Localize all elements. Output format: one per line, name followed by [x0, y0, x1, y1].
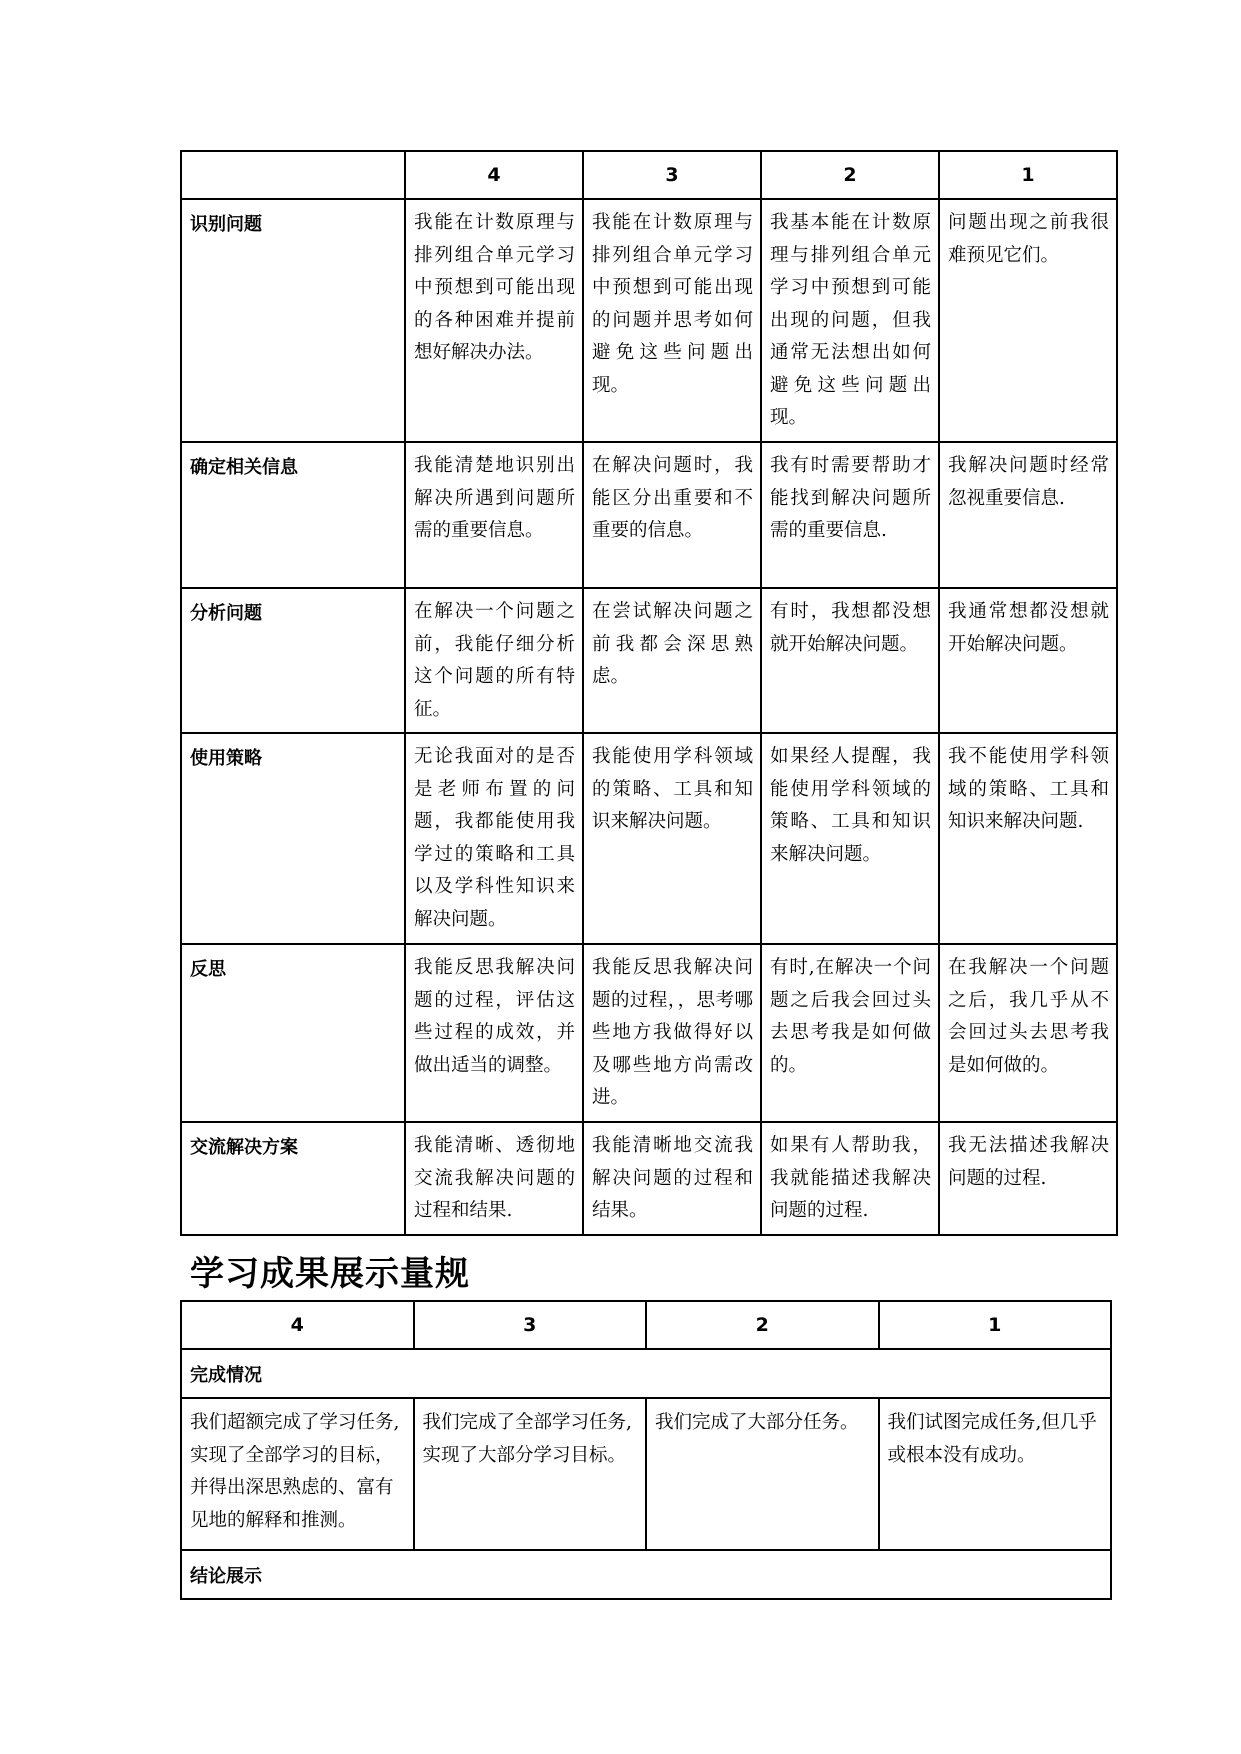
- row-label: 分析问题: [181, 588, 405, 733]
- header-cell-score-1: 1: [939, 151, 1117, 199]
- rubric-cell: 我基本能在计数原理与排列组合单元学习中预想到可能出现的问题，但我通常无法想出如何避免这些问题出现。: [761, 199, 939, 442]
- rubric-cell: 如果经人提醒，我能使用学科领域的策略、工具和知识来解决问题。: [761, 733, 939, 944]
- table-header-row: [181, 1301, 1111, 1349]
- rubric-cell: 问题出现之前我很难预见它们。: [939, 199, 1117, 442]
- rubric-cell: 有时,在解决一个问题之后我会回过头去思考我是如何做的。: [761, 944, 939, 1122]
- rubric-cell: 在我解决一个问题之后，我几乎从不会回过头去思考我是如何做的。: [939, 944, 1117, 1122]
- table-row: [181, 442, 1117, 588]
- section-label: 完成情况: [181, 1349, 1111, 1398]
- problem-solving-rubric-table: [180, 150, 1118, 1236]
- rubric-cell: 如果有人帮助我，我就能描述我解决问题的过程.: [761, 1122, 939, 1235]
- rubric-cell: 在解决一个问题之前，我能仔细分析这个问题的所有特征。: [405, 588, 583, 733]
- rubric-cell: 我能反思我解决问题的过程，评估这些过程的成效，并做出适当的调整。: [405, 944, 583, 1122]
- presentation-rubric-table: [180, 1300, 1112, 1600]
- row-label: 识别问题: [181, 199, 405, 442]
- rubric-cell: 我们试图完成任务,但几乎或根本没有成功。: [879, 1398, 1112, 1550]
- rubric-cell: 我们完成了大部分任务。: [646, 1398, 879, 1550]
- rubric-cell: 有时，我想都没想就开始解决问题。: [761, 588, 939, 733]
- rubric-cell: 我们超额完成了学习任务,实现了全部学习的目标，并得出深思熟虑的、富有见地的解释和推测。: [181, 1398, 414, 1550]
- rubric-cell: 我能在计数原理与排列组合单元学习中预想到可能出现的问题并思考如何避免这些问题出现。: [583, 199, 761, 442]
- rubric-cell: 我能使用学科领域的策略、工具和知识来解决问题。: [583, 733, 761, 944]
- header-cell-score-2: 2: [761, 151, 939, 199]
- table-row: [181, 733, 1117, 944]
- section-label-row: [181, 1550, 1111, 1599]
- rubric-cell: 我不能使用学科领域的策略、工具和知识来解决问题.: [939, 733, 1117, 944]
- rubric-cell: 我能清晰地交流我解决问题的过程和结果。: [583, 1122, 761, 1235]
- header-cell-score-2: 2: [646, 1301, 879, 1349]
- row-label: 确定相关信息: [181, 442, 405, 588]
- table-row: [181, 1398, 1111, 1550]
- section-title: 学习成果展示量规: [190, 1254, 470, 1294]
- table-row: [181, 1122, 1117, 1235]
- rubric-cell: 我能反思我解决问题的过程，，思考哪些地方我做得好以及哪些地方尚需改进。: [583, 944, 761, 1122]
- table-header-row: [181, 151, 1117, 199]
- header-cell-empty: [181, 151, 405, 199]
- rubric-cell: 我解决问题时经常忽视重要信息.: [939, 442, 1117, 588]
- rubric-cell: 我能在计数原理与排列组合单元学习中预想到可能出现的各种困难并提前想好解决办法。: [405, 199, 583, 442]
- row-label: 使用策略: [181, 733, 405, 944]
- table-row: [181, 944, 1117, 1122]
- table-row: [181, 199, 1117, 442]
- row-label: 反思: [181, 944, 405, 1122]
- table-row: [181, 588, 1117, 733]
- header-cell-score-4: 4: [181, 1301, 414, 1349]
- rubric-cell: 在尝试解决问题之前我都会深思熟虑。: [583, 588, 761, 733]
- header-cell-score-1: 1: [879, 1301, 1112, 1349]
- section-label-row: [181, 1349, 1111, 1398]
- rubric-cell: 我能清晰、透彻地交流我解决问题的过程和结果.: [405, 1122, 583, 1235]
- rubric-cell: 我们完成了全部学习任务,实现了大部分学习目标。: [414, 1398, 647, 1550]
- rubric-cell: 我通常想都没想就开始解决问题。: [939, 588, 1117, 733]
- header-cell-score-3: 3: [414, 1301, 647, 1349]
- rubric-cell: 我有时需要帮助才能找到解决问题所需的重要信息.: [761, 442, 939, 588]
- rubric-cell: 无论我面对的是否是老师布置的问题，我都能使用我学过的策略和工具以及学科性知识来解决问题。: [405, 733, 583, 944]
- section-label: 结论展示: [181, 1550, 1111, 1599]
- rubric-cell: 我无法描述我解决问题的过程.: [939, 1122, 1117, 1235]
- header-cell-score-4: 4: [405, 151, 583, 199]
- header-cell-score-3: 3: [583, 151, 761, 199]
- rubric-cell: 在解决问题时，我能区分出重要和不重要的信息。: [583, 442, 761, 588]
- rubric-cell: 我能清楚地识别出解决所遇到问题所需的重要信息。: [405, 442, 583, 588]
- row-label: 交流解决方案: [181, 1122, 405, 1235]
